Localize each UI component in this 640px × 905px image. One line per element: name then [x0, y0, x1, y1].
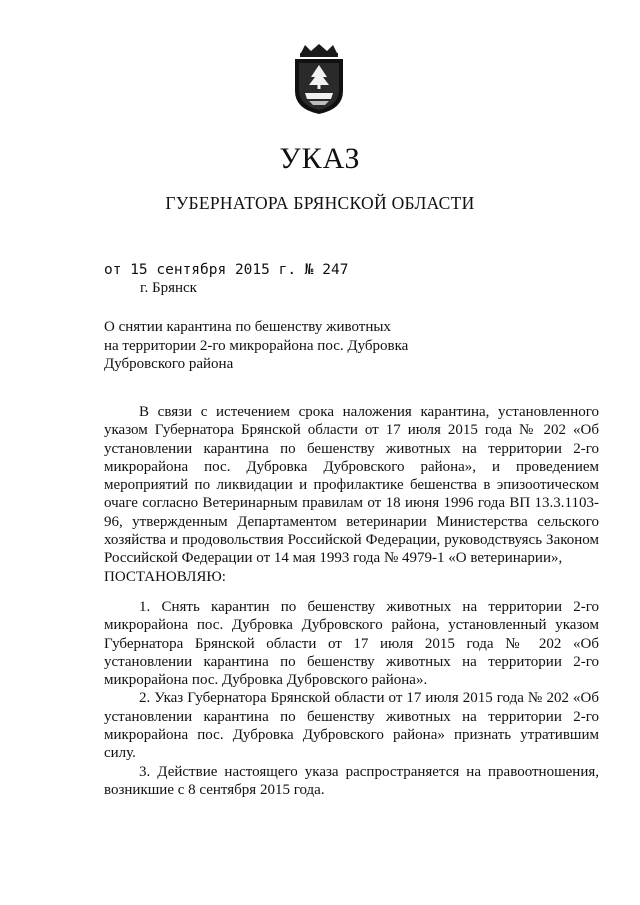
document-subtitle: ГУБЕРНАТОРА БРЯНСКОЙ ОБЛАСТИ: [165, 193, 475, 213]
subject-line: на территории 2-го микрорайона пос. Дубровка: [104, 337, 409, 354]
document-subject: [104, 318, 434, 374]
decree-word: ПОСТАНОВЛЯЮ:: [104, 568, 226, 585]
subject-line: О снятии карантина по бешенству животных: [104, 319, 391, 335]
document-preamble: [104, 403, 599, 586]
decree-item: 1. Снять карантин по бешенству животных на территории 2-го микрорайона пос. Дубровка Дубровского района, установленный указом Губернатора Брянской области от 17 июля 2015 года № 202 «Об установлении карантина по бешенству животных на территории 2-го микрорайона пос. Дубровка Дубровского района».: [104, 599, 599, 689]
decree-item: 2. Указ Губернатора Брянской области от 17 июля 2015 года № 202 «Об установлении карантина по бешенству животных на территории 2-го микрорайона пос. Дубровка Дубровского района» признать утратившим силу.: [104, 690, 599, 762]
document-title: УКАЗ: [279, 142, 361, 175]
document-date-number: от 15 сентября 2015 г. № 247: [104, 262, 349, 278]
decree-item: 3. Действие настоящего указа распространяется на правоотношения, возникшие с 8 сентября 2015 года.: [104, 763, 599, 798]
decree-items: [104, 598, 599, 799]
coat-of-arms-icon: [291, 43, 347, 115]
preamble-paragraph: В связи с истечением срока наложения карантина, установленного указом Губернатора Брянской области от 17 июля 2015 года № 202 «Об установлении карантина по бешенству животных на территории 2-го микрорайона пос. Дубровка Дубровского района», и проведением мероприятий по ликвидации и профилактике бешенства в эпизоотическом очаге согласно Ветеринарным правилам от 18 июня 1996 года ВП 13.3.1103-96, утвержденным Департаментом ветеринарии Министерства сельского хозяйства и продовольствия Российской Федерации, руководствуясь Законом Российской Федерации от 14 мая 1993 года № 4979-1 «О ветеринарии»,: [104, 404, 599, 567]
subject-line: Дубровского района: [104, 356, 234, 372]
document-city: г. Брянск: [140, 280, 197, 296]
